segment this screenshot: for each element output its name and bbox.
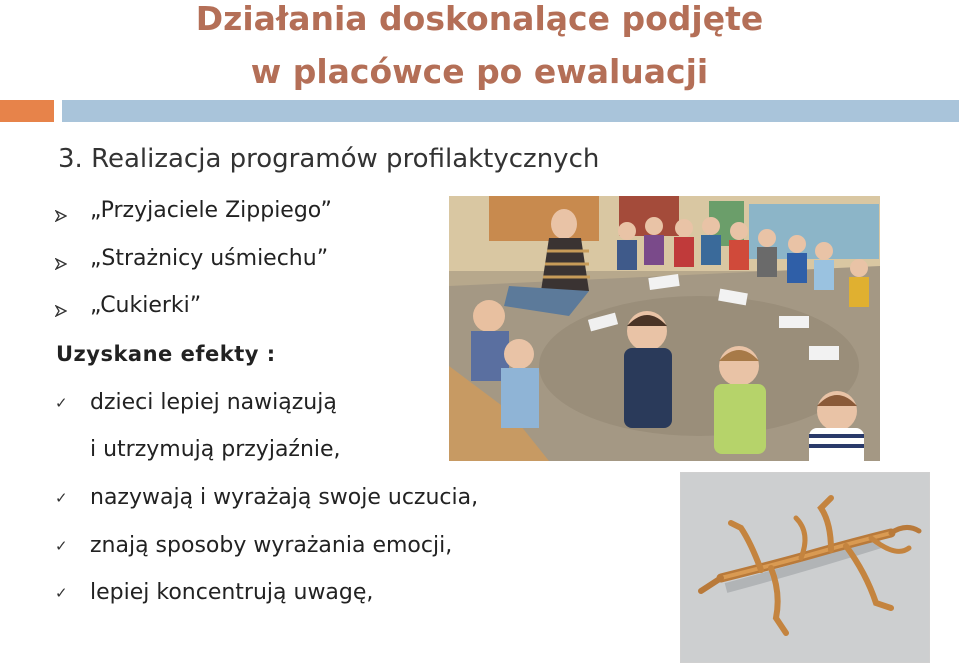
program-item: „Przyjaciele Zippiego” <box>90 198 332 223</box>
checkmark-icon: ✓ <box>55 537 68 555</box>
effects-heading: Uzyskane efekty : <box>56 342 276 366</box>
slide-title-line2: w placówce po ewaluacji <box>250 52 709 91</box>
effect-item: dzieci lepiej nawiązują <box>90 390 337 415</box>
classroom-photo <box>449 196 880 461</box>
program-item: „Cukierki” <box>90 293 202 318</box>
arrow-bullet-icon <box>55 305 67 317</box>
program-item: „Strażnicy uśmiechu” <box>90 246 329 271</box>
effect-item: i utrzymują przyjaźnie, <box>90 437 341 462</box>
accent-bar-orange <box>0 100 54 122</box>
clay-lizard-photo <box>680 472 930 663</box>
effect-item: lepiej koncentrują uwagę, <box>90 580 374 605</box>
effect-item: znają sposoby wyrażania emocji, <box>90 533 453 558</box>
arrow-bullet-icon <box>55 210 67 222</box>
accent-bar-blue <box>62 100 959 122</box>
section-heading: 3. Realizacja programów profilaktycznych <box>58 144 600 174</box>
checkmark-icon: ✓ <box>55 394 68 412</box>
checkmark-icon: ✓ <box>55 584 68 602</box>
slide-title-line1: Działania doskonalące podjęte <box>195 0 764 38</box>
arrow-bullet-icon <box>55 258 67 270</box>
effect-item: nazywają i wyrażają swoje uczucia, <box>90 485 479 510</box>
checkmark-icon: ✓ <box>55 489 68 507</box>
